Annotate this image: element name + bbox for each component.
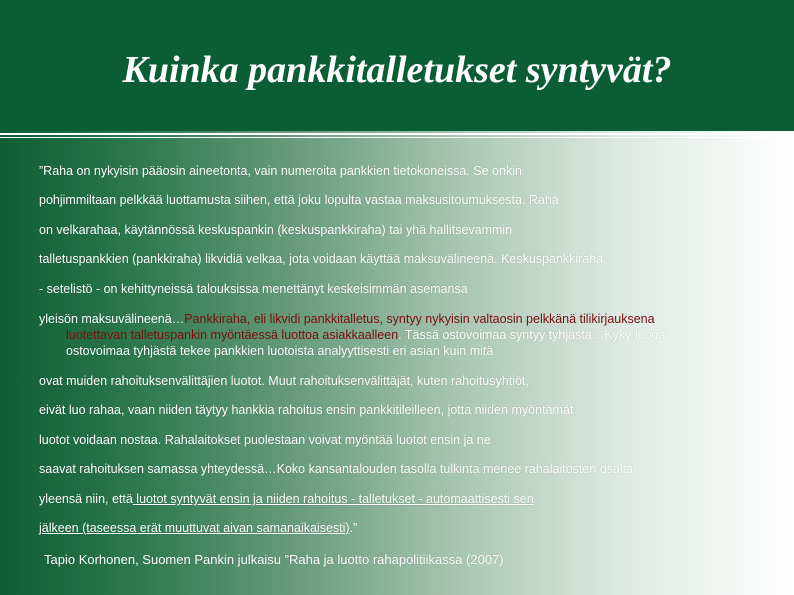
title-divider-thin [0, 137, 794, 138]
quote-line: ovat muiden rahoituksenvälittäjien luotot. Muut rahoituksenvälittäjät, kuten rahoitusyhtiöt, [39, 374, 529, 388]
quote-line [66, 328, 665, 342]
quote-line: talletuspankkien (pankkiraha) likvidiä velkaa, jota voidaan käyttää maksuvälineenä. Keskuspankkiraha [39, 252, 604, 266]
quote-text: . Tässä ostovoimaa syntyy tyhjästä…Kyky luoda [398, 328, 666, 342]
quote-line: luotot voidaan nostaa. Rahalaitokset puolestaan voivat myöntää luotot ensin ja ne [39, 433, 491, 447]
highlighted-text: luotettavan talletuspankin myöntäessä luottoa asiakkaalleen [66, 328, 399, 342]
quote-line: eivät luo rahaa, vaan niiden täytyy hankkia rahoitus ensin pankkitileilleen, jotta niiden myöntämät [39, 403, 574, 417]
quote-line: ”Raha on nykyisin pääosin aineetonta, vain numeroita pankkien tietokoneissa. Se onkin [39, 164, 522, 178]
citation: Tapio Korhonen, Suomen Pankin julkaisu ”Raha ja luotto rahapolitiikassa (2007) [44, 552, 504, 567]
quote-line: pohjimmiltaan pelkkää luottamusta siihen, että joku lopulta vastaa maksusitoumuksesta. Raha [39, 193, 559, 207]
highlighted-text: Pankkiraha, eli likvidi pankkitalletus, syntyy nykyisin valtaosin pelkkänä tilikirjauksena [184, 312, 655, 326]
slide-title: Kuinka pankkitalletukset syntyvät? [122, 49, 672, 91]
quote-line: on velkarahaa, käytännössä keskuspankin (keskuspankkiraha) tai yhä hallitsevammin [39, 223, 513, 237]
underlined-text: jälkeen (taseessa erät muuttuvat aivan samanaikaisesti) [39, 521, 350, 535]
quote-line: saavat rahoituksen samassa yhteydessä…Koko kansantalouden tasolla tulkinta menee rahalaitosten osalta [39, 462, 634, 476]
quote-text: yleensä niin, että [39, 492, 133, 506]
quote-line [39, 492, 534, 506]
quote-line: ostovoimaa tyhjästä tekee pankkien luotoista analyyttisesti eri asian kuin mitä [66, 344, 494, 358]
quote-line [39, 521, 357, 535]
title-bar [0, 0, 794, 131]
quote-text: yleisön maksuvälineenä… [39, 312, 185, 326]
underlined-text: luotot syntyvät ensin ja niiden rahoitus - talletukset - automaattisesti sen [132, 492, 534, 506]
quote-line: - setelistö - on kehittyneissä talouksissa menettänyt keskeisimmän asemansa [39, 282, 468, 296]
quote-text: .” [349, 521, 358, 535]
quote-line [39, 312, 655, 326]
title-divider [0, 133, 794, 135]
